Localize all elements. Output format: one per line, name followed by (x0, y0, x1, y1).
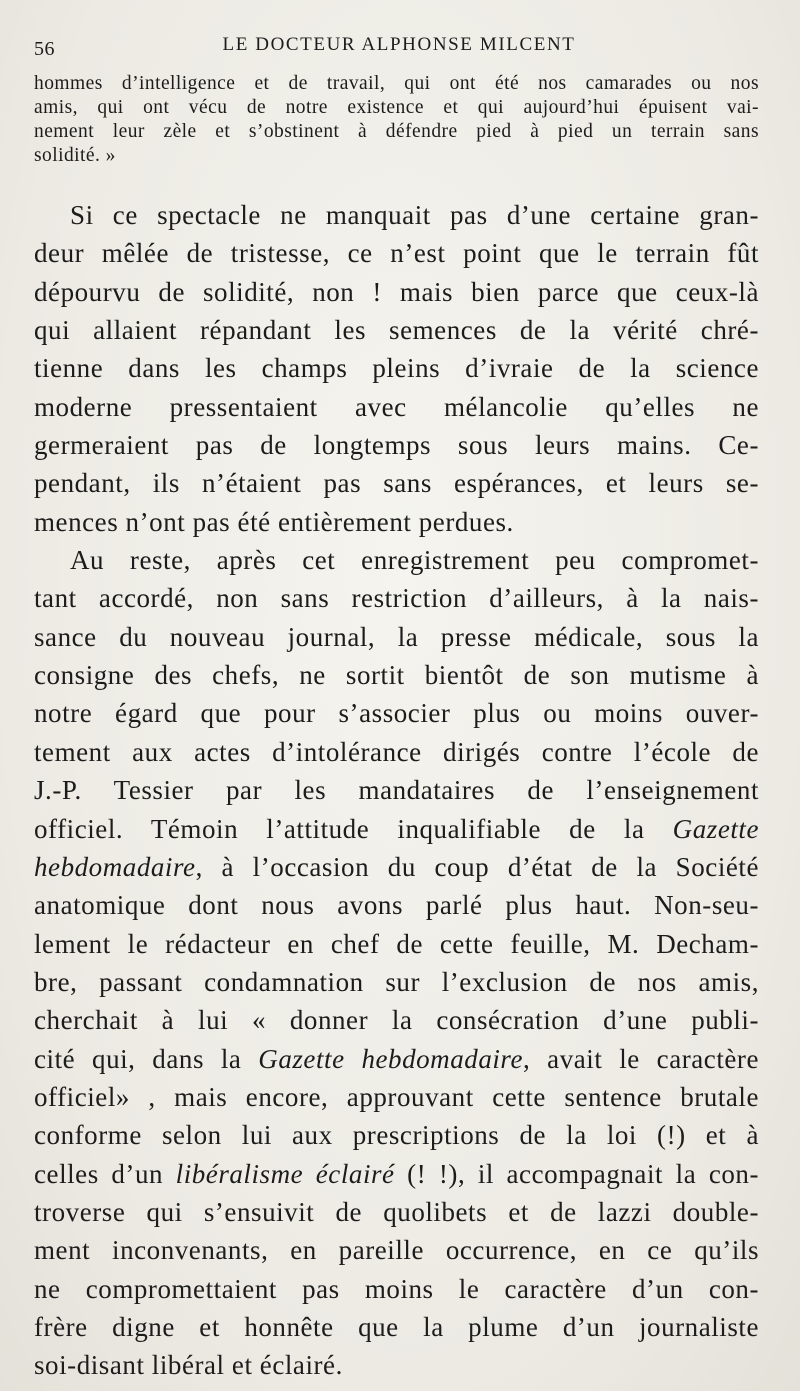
text-run: officiel. Témoin l’attitude inqualifiable de la (34, 813, 673, 844)
text-line: consigne des chefs, ne sortit bientôt de son mutisme à (34, 660, 759, 691)
text-line: qui allaient répandant les semences de la vérité chré- (34, 315, 759, 346)
text-line: notre égard que pour s’associer plus ou moins ouver- (34, 698, 759, 729)
text-run: cité qui, dans la (34, 1043, 259, 1074)
paragraph-1 (34, 196, 759, 541)
paragraph-2 (34, 541, 759, 1385)
text-line (34, 1040, 759, 1078)
text-line: tant accordé, non sans restriction d’ailleurs, à la nais- (34, 583, 759, 614)
text-line: lement le rédacteur en chef de cette feuille, M. Decham- (34, 928, 759, 959)
text-run: , à l’occasion du coup d’état de la Société (195, 851, 759, 882)
text-run: , avait le caractère (523, 1043, 760, 1074)
italic-title: hebdomadaire (34, 851, 196, 882)
text-line: pendant, ils n’étaient pas sans espérances, et leurs se- (34, 468, 759, 499)
text-line: germeraient pas de longtemps sous leurs mains. Ce- (34, 430, 759, 461)
text-line: soi-disant libéral et éclairé. (34, 1350, 343, 1381)
text-line (34, 1155, 759, 1193)
text-line: J.-P. Tessier par les mandataires de l’enseignement (34, 775, 759, 806)
text-line: dépourvu de solidité, non ! mais bien parce que ceux-là (34, 276, 759, 307)
text-run: (! !), il accompagnait la con- (394, 1158, 759, 1189)
italic-title: Gazette (672, 813, 759, 844)
text-line: ne compromettaient pas moins le caractère d’un con- (34, 1273, 759, 1304)
text-line: troverse qui s’ensuivit de quolibets et de lazzi double- (34, 1196, 759, 1227)
text-line (34, 810, 759, 848)
italic-phrase: libéralisme éclairé (175, 1158, 395, 1189)
text-line: cherchait à lui « donner la consécration d’une publi- (34, 1005, 759, 1036)
page-number: 56 (34, 38, 55, 60)
text-run: celles d’un (34, 1158, 176, 1189)
text-line: Au reste, après cet enregistrement peu compromet- (70, 545, 759, 576)
text-line: sance du nouveau journal, la presse médicale, sous la (34, 621, 759, 652)
italic-title: Gazette hebdomadaire (258, 1043, 524, 1074)
quote-line: nement leur zèle et s’obstinent à défendre pied à pied un terrain sans (34, 121, 759, 142)
text-line: conforme selon lui aux prescriptions de la loi (!) et à (34, 1120, 759, 1151)
quote-line: hommes d’intelligence et de travail, qui ont été nos camarades ou nos (34, 73, 759, 94)
running-head: LE DOCTEUR ALPHONSE MILCENT (222, 34, 576, 55)
text-line: moderne pressentaient avec mélancolie qu’elles ne (34, 391, 759, 422)
text-line: frère digne et honnête que la plume d’un journaliste (34, 1311, 759, 1342)
text-line: mences n’ont pas été entièrement perdues. (34, 506, 514, 537)
text-line: tienne dans les champs pleins d’ivraie de la science (34, 353, 759, 384)
text-line (34, 848, 759, 886)
quote-line: solidité. » (34, 145, 116, 166)
text-line: tement aux actes d’intolérance dirigés contre l’école de (34, 736, 759, 767)
text-line: ment inconvenants, en pareille occurrence, en ce qu’ils (34, 1235, 759, 1266)
text-line: deur mêlée de tristesse, ce n’est point que le terrain fût (34, 238, 759, 269)
text-line: officiel» , mais encore, approuvant cette sentence brutale (34, 1081, 759, 1112)
text-line: bre, passant condamnation sur l’exclusion de nos amis, (34, 966, 759, 997)
body-text (34, 196, 759, 1385)
page-header (34, 34, 764, 64)
text-line: Si ce spectacle ne manquait pas d’une certaine gran- (70, 200, 759, 230)
quote-line: amis, qui ont vécu de notre existence et qui aujourd’hui épuisent vai- (34, 97, 759, 118)
quoted-passage (34, 72, 759, 168)
text-line: anatomique dont nous avons parlé plus haut. Non-seu- (34, 890, 759, 921)
